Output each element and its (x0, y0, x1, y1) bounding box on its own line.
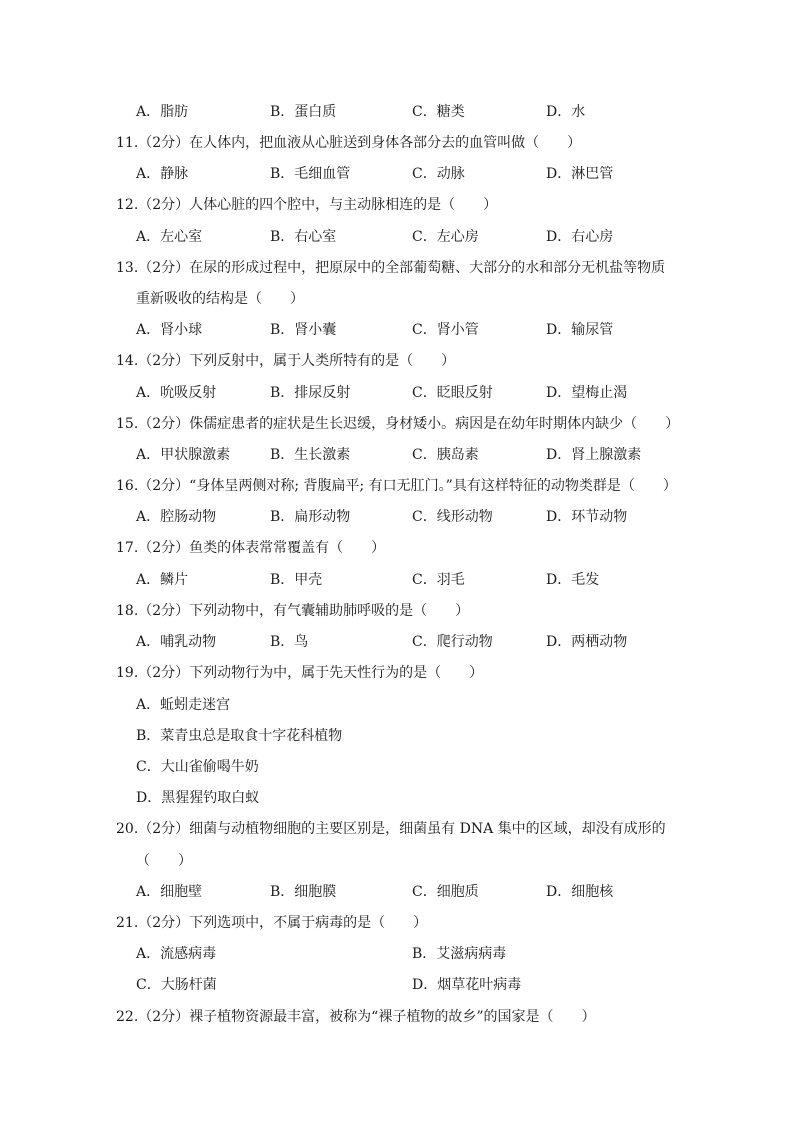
q19-option-b-text: B．菜青虫总是取食十字花科植物 (136, 728, 343, 744)
q12-option-c: C．左心房 (412, 229, 479, 245)
q14-option-b: B．排尿反射 (270, 385, 351, 401)
q19-stem: 19.（2分）下列动物行为中，属于先天性行为的是（ ） (116, 665, 484, 681)
q16-option-d: D．环节动物 (546, 509, 628, 525)
q13-option-d: D．输尿管 (546, 322, 614, 338)
q12-option-d: D．右心房 (546, 229, 614, 245)
q10-option-b: B．蛋白质 (270, 104, 337, 120)
q12-stem: 12.（2分）人体心脏的四个腔中，与主动脉相连的是（ ） (116, 197, 498, 213)
q15-option-b: B．生长激素 (270, 447, 351, 463)
q13-option-b: B．肾小囊 (270, 322, 337, 338)
q12-option-b: B．右心室 (270, 229, 337, 245)
q20-stem-cont: （ ） (136, 853, 192, 869)
q21-options-row2 (116, 975, 696, 995)
q11-option-d: D．淋巴管 (546, 166, 614, 182)
q13-option-c: C．肾小管 (412, 322, 479, 338)
q10-options (116, 102, 696, 122)
q14-option-d: D．望梅止渴 (546, 385, 628, 401)
q11-option-b: B．毛细血管 (270, 166, 351, 182)
q11-stem: 11.（2分）在人体内，把血液从心脏送到身体各部分去的血管叫做（ ） (116, 135, 582, 151)
q11-option-c: C．动脉 (412, 166, 465, 182)
q19-option-d-text: D．黑猩猩钓取白蚁 (136, 790, 260, 806)
q22-stem: 22.（2分）裸子植物资源最丰富，被称为“裸子植物的故乡”的国家是（ ） (116, 1009, 596, 1025)
q20-option-b: B．细胞膜 (270, 884, 337, 900)
q21-option-d: D．烟草花叶病毒 (412, 977, 522, 993)
q12-options (116, 227, 696, 247)
q19-option-a (116, 695, 696, 715)
q12-option-a: A．左心室 (136, 229, 203, 245)
q21-stem: 21.（2分）下列选项中，不属于病毒的是（ ） (116, 915, 428, 931)
q21-option-a: A．流感病毒 (136, 946, 217, 962)
q15-option-c: C．胰岛素 (412, 447, 479, 463)
q14-option-a: A．吮吸反射 (136, 385, 217, 401)
q20-option-d: D．细胞核 (546, 884, 614, 900)
q13-options (116, 320, 696, 340)
q16-options (116, 507, 696, 527)
q18-option-a: A．哺乳动物 (136, 634, 217, 650)
q14-options (116, 383, 696, 403)
q21-option-c: C．大肠杆菌 (136, 977, 217, 993)
q18-option-c: C．爬行动物 (412, 634, 493, 650)
q18-option-b: B．鸟 (270, 634, 309, 650)
q13-option-a: A．肾小球 (136, 322, 203, 338)
q18-option-d: D．两栖动物 (546, 634, 628, 650)
q11-option-a: A．静脉 (136, 166, 189, 182)
q13-stem-cont: 重新吸收的结构是（ ） (136, 291, 304, 307)
q20-options (116, 882, 696, 902)
q15-option-a: A．甲状腺激素 (136, 447, 231, 463)
q15-stem: 15.（2分）侏儒症患者的症状是生长迟缓，身材矮小。病因是在幼年时期体内缺少（ ） (116, 416, 680, 432)
q16-stem: 16.（2分）“身体呈两侧对称; 背腹扁平; 有口无肛门。”具有这样特征的动物类群是（ ） (116, 478, 677, 494)
q11-options (116, 164, 696, 184)
q20-option-a: A．细胞壁 (136, 884, 203, 900)
q20-stem: 20.（2分）细菌与动植物细胞的主要区别是，细菌虽有 DNA 集中的区域，却没有成形的 (116, 821, 666, 837)
q15-options (116, 445, 696, 465)
q17-option-d: D．毛发 (546, 572, 600, 588)
q20-option-c: C．细胞质 (412, 884, 479, 900)
q21-option-b: B．艾滋病病毒 (412, 946, 507, 962)
q19-option-a-text: A．蚯蚓走迷宫 (136, 697, 231, 713)
q13-stem: 13.（2分）在尿的形成过程中，把原尿中的全部葡萄糖、大部分的水和部分无机盐等物质 (116, 260, 666, 276)
q10-option-c: C．糖类 (412, 104, 465, 120)
q19-option-c (116, 757, 696, 777)
q17-option-b: B．甲壳 (270, 572, 323, 588)
q14-stem: 14.（2分）下列反射中，属于人类所特有的是（ ） (116, 353, 456, 369)
q19-option-c-text: C．大山雀偷喝牛奶 (136, 759, 259, 775)
q21-options-row1 (116, 944, 696, 964)
q10-option-d: D．水 (546, 104, 586, 120)
q17-option-c: C．羽毛 (412, 572, 465, 588)
q16-option-a: A．腔肠动物 (136, 509, 217, 525)
q17-options (116, 570, 696, 590)
q16-option-c: C．线形动物 (412, 509, 493, 525)
q16-option-b: B．扁形动物 (270, 509, 351, 525)
q17-stem: 17.（2分）鱼类的体表常常覆盖有（ ） (116, 540, 386, 556)
q14-option-c: C．眨眼反射 (412, 385, 493, 401)
q18-options (116, 632, 696, 652)
q17-option-a: A．鳞片 (136, 572, 189, 588)
q19-option-b (116, 726, 696, 746)
q15-option-d: D．肾上腺激素 (546, 447, 642, 463)
q18-stem: 18.（2分）下列动物中，有气囊辅助肺呼吸的是（ ） (116, 603, 470, 619)
q19-option-d (116, 788, 696, 808)
q10-option-a: A．脂肪 (136, 104, 189, 120)
